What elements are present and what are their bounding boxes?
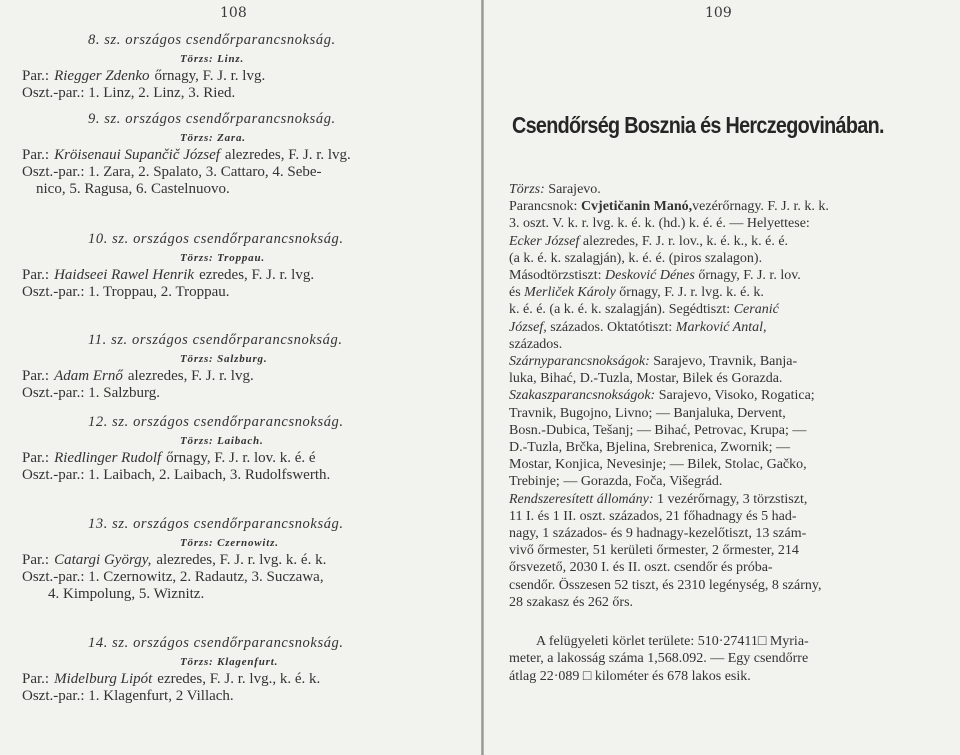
text-segment: Sarajevo. — [544, 182, 601, 197]
text-segment: átlag 22·089 □ kilométer és 678 lakos esik. — [509, 668, 751, 684]
text-line — [509, 526, 806, 542]
parancsnok-name: Haidseei Rawel Henrik — [54, 267, 195, 283]
parancsnok-label: Par.: — [22, 267, 50, 283]
italic-segment: Merliček Károly — [524, 285, 616, 301]
text-line — [509, 388, 815, 404]
text-segment: luka, Bihać, D.-Tuzla, Mostar, Bilek és Gorazda. — [509, 371, 783, 387]
osztaly-parancsnoksag-line: Oszt.-par.: 1. Zara, 2. Spalato, 3. Cattaro, 4. Sebe- — [22, 164, 322, 180]
osztaly-parancsnoksag-line: Oszt.-par.: 1. Linz, 2. Linz, 3. Ried. — [22, 85, 236, 101]
text-segment: D.-Tuzla, Brčka, Bjelina, Srebrenica, Zwornik; — — [509, 440, 790, 455]
text-line — [509, 474, 722, 490]
text-line — [509, 268, 801, 284]
osztaly-parancsnoksag-line: Oszt.-par.: 1. Troppau, 2. Troppau. — [22, 284, 230, 300]
text-segment: Parancsnok: — [509, 199, 581, 215]
text-segment: őrnagy, F. J. r. lov. — [694, 268, 801, 283]
right-page — [484, 0, 960, 755]
text-line — [509, 216, 810, 232]
text-segment: (a k. é. k. szalagján), k. é. é. (piros szalagon). — [509, 250, 763, 266]
section-torzs: Törzs: Laibach. — [180, 435, 264, 447]
osztaly-parancsnoksag-line: nico, 5. Ragusa, 6. Castelnuovo. — [36, 181, 230, 197]
text-segment: A felügyeleti körlet területe: 510·27411□ Myria- — [536, 634, 809, 650]
parancsnok-name: Catargi György, — [54, 552, 152, 568]
parancsnok-name: Adam Ernő — [54, 368, 123, 384]
text-line — [509, 578, 821, 594]
italic-segment: Törzs: — [509, 182, 545, 197]
text-segment: 3. oszt. V. k. r. lvg. k. é. k. (hd.) k. é. é. — Helyettese: — [509, 216, 810, 232]
section-torzs: Törzs: Salzburg. — [180, 353, 268, 365]
right-page-title: Csendőrség Bosznia és Herczegovinában. — [512, 112, 884, 138]
italic-segment: Szakaszparancsnokságok: — [509, 388, 656, 404]
text-line — [536, 634, 809, 650]
section-heading: 8. sz. országos csendőrparancsnokság. — [88, 32, 336, 48]
parancsnok-rank: ezredes, F. J. r. lvg. — [199, 267, 315, 283]
text-line — [509, 440, 790, 456]
section-parancsnok — [22, 68, 265, 85]
text-segment: alezredes, F. J. r. lov., k. é. k., k. é. é. — [579, 233, 789, 249]
osztaly-parancsnoksag-line: Oszt.-par.: 1. Klagenfurt, 2 Villach. — [22, 688, 234, 704]
left-page-number: 108 — [220, 5, 247, 21]
section-heading: 14. sz. országos csendőrparancsnokság. — [88, 635, 344, 651]
osztaly-parancsnoksag-line: Oszt.-par.: 1. Salzburg. — [22, 385, 161, 401]
parancsnok-rank: alezredes, F. J. r. lvg. — [127, 368, 254, 384]
text-segment: Sarajevo, Visoko, Rogatica; — [655, 388, 815, 404]
right-page-number: 109 — [705, 5, 732, 21]
text-line — [509, 543, 799, 559]
text-segment: őrsvezető, 2030 I. és II. oszt. csendőr és próba- — [509, 560, 773, 576]
text-segment: Travnik, Bugojno, Livno; — Banjaluka, Dervent, — [509, 405, 786, 421]
text-line — [509, 651, 808, 667]
section-parancsnok — [22, 147, 351, 164]
parancsnok-rank: őrnagy, F. J. r. lvg. — [154, 68, 266, 84]
text-segment: százados. — [509, 336, 563, 352]
text-line — [509, 302, 779, 318]
text-line — [509, 509, 797, 525]
italic-segment: József, — [509, 319, 547, 335]
text-line — [509, 251, 762, 267]
text-segment: Trebinje; — Gorazda, Foča, Višegrád. — [509, 474, 723, 490]
text-line — [509, 423, 806, 439]
section-torzs: Törzs: Klagenfurt. — [180, 656, 279, 668]
section-torzs: Törzs: Troppau. — [180, 252, 265, 264]
text-segment: Sarajevo, Travnik, Banja- — [649, 354, 798, 369]
bold-segment: Cvjetičanin Manó, — [580, 199, 693, 215]
text-segment: Bosn.-Dubica, Tešanj; — Bihać, Petrovac, Krupa; — — [509, 422, 807, 438]
italic-segment: Ecker József — [509, 233, 580, 249]
parancsnok-label: Par.: — [22, 450, 50, 466]
parancsnok-name: Riedlinger Rudolf — [54, 450, 162, 466]
text-line — [509, 337, 562, 353]
text-line — [509, 492, 807, 508]
section-torzs: Törzs: Linz. — [180, 53, 244, 65]
parancsnok-rank: alezredes, F. J. r. lvg. k. é. k. — [156, 552, 327, 568]
text-segment: meter, a lakosság száma 1,568.092. — Egy csendőrre — [509, 651, 809, 667]
section-torzs: Törzs: Czernowitz. — [180, 537, 279, 549]
text-segment: csendőr. Összesen 52 tiszt, és 2310 legénység, 8 szárny, — [509, 577, 822, 593]
section-torzs: Törzs: Zara. — [180, 132, 246, 144]
text-line — [509, 182, 601, 198]
section-parancsnok — [22, 368, 254, 385]
text-segment: Mostar, Konjica, Nevesinje; — Bilek, Stolac, Gačko, — [509, 457, 807, 473]
section-heading: 10. sz. országos csendőrparancsnokság. — [88, 231, 344, 247]
text-segment: Másodtörzstiszt: — [509, 268, 606, 283]
section-parancsnok — [22, 671, 320, 688]
text-segment: és — [509, 285, 525, 301]
text-segment: 28 szakasz és 262 őrs. — [509, 594, 634, 610]
text-line — [509, 320, 767, 336]
italic-segment: Marković Antal, — [675, 319, 767, 335]
text-segment: őrnagy, F. J. r. lvg. k. é. k. — [615, 285, 764, 301]
italic-segment: Ceranić — [733, 302, 779, 318]
text-line — [509, 199, 829, 215]
text-segment: nagy, 1 százados- és 9 hadnagy-kezelőtiszt, 13 szám- — [509, 526, 807, 541]
text-line — [509, 234, 788, 250]
text-segment: vezérőrnagy. F. J. r. k. k. — [692, 199, 829, 215]
section-parancsnok — [22, 450, 316, 467]
section-heading: 9. sz. országos csendőrparancsnokság. — [88, 111, 336, 127]
italic-segment: Szárnyparancsnokságok: — [509, 354, 650, 369]
text-line — [509, 560, 773, 576]
text-segment: k. é. é. (a k. é. k. szalagján). Segédtiszt: — [509, 302, 734, 318]
parancsnok-label: Par.: — [22, 368, 50, 384]
parancsnok-rank: őrnagy, F. J. r. lov. k. é. é — [166, 450, 316, 466]
parancsnok-label: Par.: — [22, 552, 50, 568]
parancsnok-rank: ezredes, F. J. r. lvg., k. é. k. — [157, 671, 321, 687]
parancsnok-label: Par.: — [22, 147, 50, 163]
section-heading: 12. sz. országos csendőrparancsnokság. — [88, 414, 344, 430]
text-line — [509, 354, 797, 370]
parancsnok-name: Riegger Zdenko — [54, 68, 150, 84]
text-line — [509, 457, 807, 473]
text-line — [509, 285, 764, 301]
section-heading: 11. sz. országos csendőrparancsnokság. — [88, 332, 343, 348]
osztaly-parancsnoksag-line: 4. Kimpolung, 5. Wiznitz. — [48, 586, 205, 602]
text-segment: vivő őrmester, 51 kerületi őrmester, 2 őrmester, 214 — [509, 543, 799, 559]
parancsnok-label: Par.: — [22, 671, 50, 687]
text-line — [509, 669, 751, 685]
section-parancsnok — [22, 267, 314, 284]
parancsnok-name: Kröisenaui Supančič József — [54, 147, 220, 163]
text-segment: 1 vezérőrnagy, 3 törzstiszt, — [653, 491, 808, 507]
parancsnok-name: Midelburg Lipót — [54, 671, 153, 687]
section-heading: 13. sz. országos csendőrparancsnokság. — [88, 516, 344, 532]
text-segment: százados. Oktatótiszt: — [546, 319, 676, 335]
section-parancsnok — [22, 552, 326, 569]
italic-segment: Rendszeresített állomány: — [509, 491, 654, 507]
osztaly-parancsnoksag-line: Oszt.-par.: 1. Laibach, 2. Laibach, 3. Rudolfswerth. — [22, 467, 331, 483]
text-line — [509, 595, 633, 611]
parancsnok-label: Par.: — [22, 68, 50, 84]
text-line — [509, 371, 782, 387]
text-line — [509, 406, 786, 422]
italic-segment: Desković Dénes — [605, 268, 695, 283]
parancsnok-rank: alezredes, F. J. r. lvg. — [224, 147, 351, 163]
text-segment: 11 I. és 1 II. oszt. százados, 21 főhadnagy és 5 had- — [509, 508, 797, 524]
osztaly-parancsnoksag-line: Oszt.-par.: 1. Czernowitz, 2. Radautz, 3. Suczawa, — [22, 569, 324, 585]
